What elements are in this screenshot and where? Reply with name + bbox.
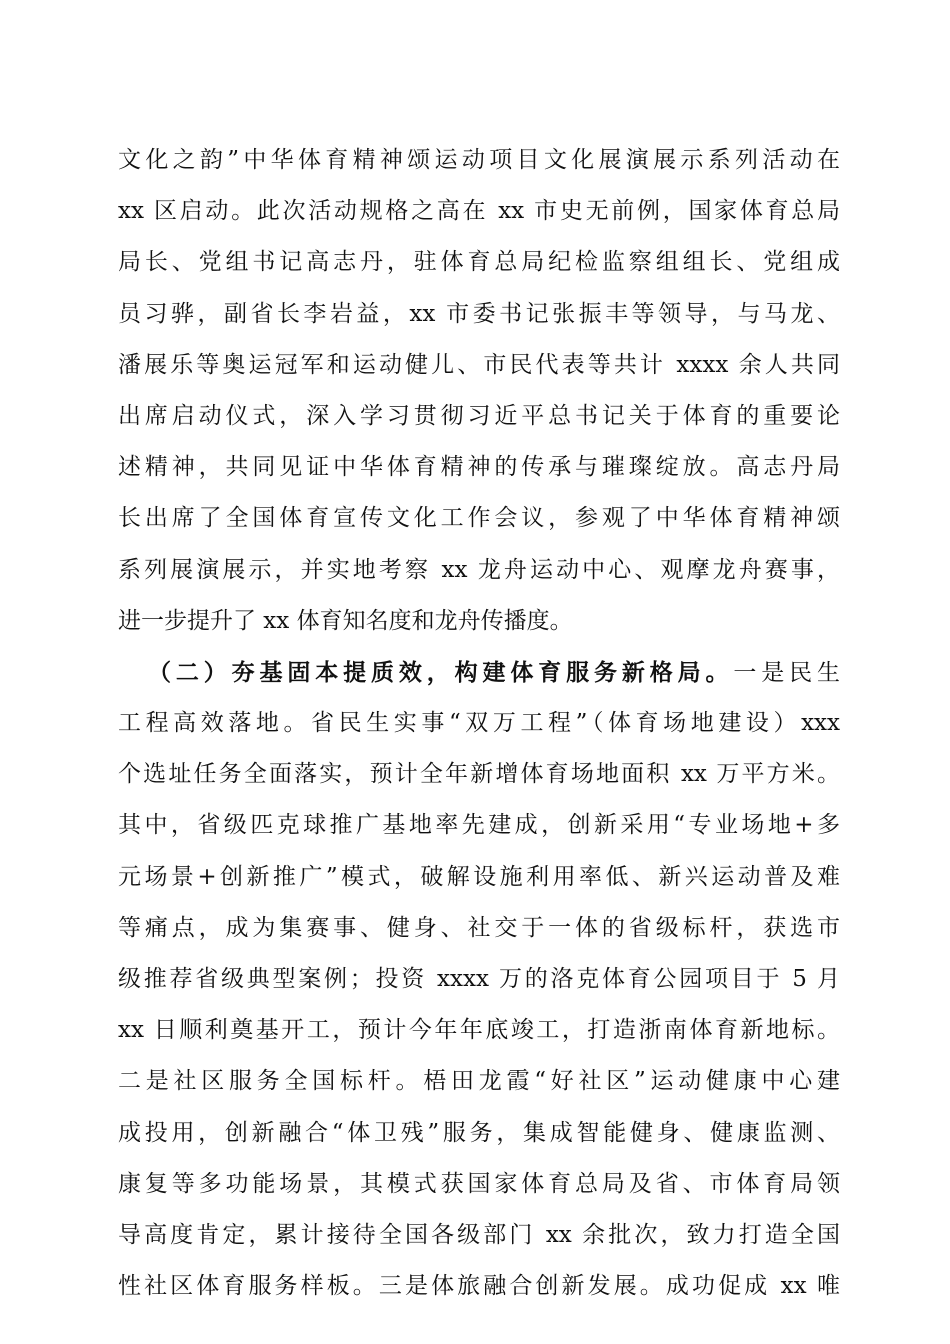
section-heading: （二）夯基固本提质效，构建体育服务新格局。 xyxy=(148,658,734,686)
text-line: 系列展演展示，并实地考察 xx 龙舟运动中心、观摩龙舟赛事， xyxy=(118,556,840,583)
text-line: xx 日顺利奠基开工，预计今年年底竣工，打造浙南体育新地标。 xyxy=(118,1017,840,1044)
text-line: 导高度肯定，累计接待全国各级部门 xx 余批次，致力打造全国 xyxy=(118,1221,840,1248)
text-line: 康复等多功能场景，其模式获国家体育总局及省、市体育局领 xyxy=(118,1170,840,1197)
text-line: 进一步提升了 xx 体育知名度和龙舟传播度。 xyxy=(118,607,573,634)
text-line: 级推荐省级典型案例；投资 xxxx 万的洛克体育公园项目于 5 月 xyxy=(118,966,840,992)
text-line: 长出席了全国体育宣传文化工作会议，参观了中华体育精神颂 xyxy=(118,505,840,532)
text-line: xx 区启动。此次活动规格之高在 xx 市史无前例，国家体育总局 xyxy=(118,198,840,225)
text-line: 潘展乐等奥运冠军和运动健儿、市民代表等共计 xxxx 余人共同 xyxy=(118,351,840,378)
heading-line-text: 一是民生 xyxy=(733,659,840,686)
text-line: 元场景+创新推广”模式，破解设施利用率低、新兴运动普及难 xyxy=(118,863,840,890)
text-line: 员习骅，副省长李岩益，xx 市委书记张振丰等领导，与马龙、 xyxy=(118,300,840,327)
text-line: 个选址任务全面落实，预计全年新增体育场地面积 xx 万平方米。 xyxy=(118,761,840,788)
text-line: 性社区体育服务样板。三是体旅融合创新发展。成功促成 xx 唯 xyxy=(118,1273,840,1300)
text-line: 等痛点，成为集赛事、健身、社交于一体的省级标杆，获选市 xyxy=(118,914,840,941)
text-line: 二是社区服务全国标杆。梧田龙霞“好社区”运动健康中心建 xyxy=(118,1068,840,1095)
section-heading-line xyxy=(118,647,840,698)
text-line: 出席启动仪式，深入学习贯彻习近平总书记关于体育的重要论 xyxy=(118,402,840,429)
paragraph-sports-services xyxy=(118,647,840,1312)
text-line: 述精神，共同见证中华体育精神的传承与璀璨绽放。高志丹局 xyxy=(118,454,840,481)
text-line: 文化之韵”中华体育精神颂运动项目文化展演展示系列活动在 xyxy=(118,147,840,173)
text-line: 其中，省级匹克球推广基地率先建成，创新采用“专业场地+多 xyxy=(118,812,840,839)
text-line: 工程高效落地。省民生实事“双万工程”（体育场地建设）xxx xyxy=(118,710,840,737)
text-line: 成投用，创新融合“体卫残”服务，集成智能健身、健康监测、 xyxy=(118,1119,840,1146)
text-line: 局长、党组书记高志丹，驻体育总局纪检监察组组长、党组成 xyxy=(118,249,840,276)
paragraph-activity-launch xyxy=(118,135,840,647)
body-text xyxy=(118,135,840,1312)
